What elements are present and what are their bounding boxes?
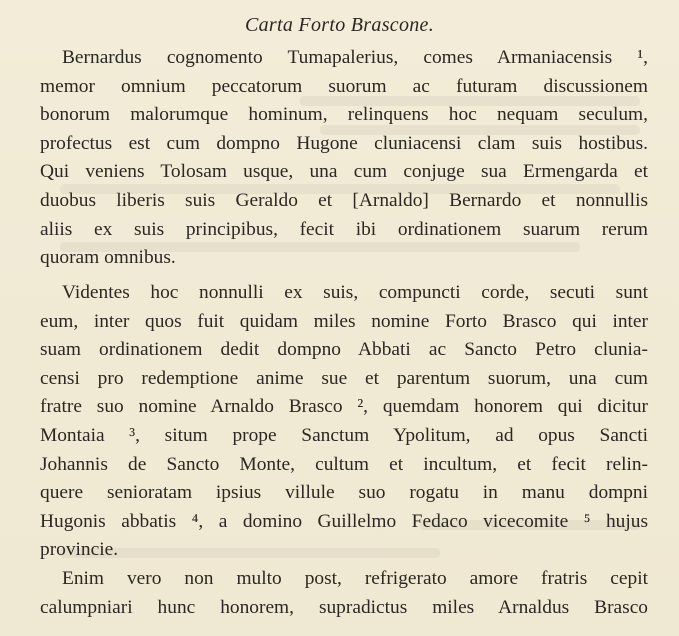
text-line: quere senioratam ipsius villule suo rogatu in manu dompni bbox=[40, 482, 648, 504]
text-line: fratre suo nomine Arnaldo Brasco ², quemdam honorem qui dicitur bbox=[40, 396, 648, 418]
paragraph-2 bbox=[40, 279, 648, 565]
text-line: Montaia ³, situm prope Sanctum Ypolitum, ad opus Sancti bbox=[40, 424, 648, 446]
text-line: eum, inter quos fuit quidam miles nomine Forto Brasco qui inter bbox=[40, 310, 648, 332]
text-line: bonorum malorumque hominum, relinquens hoc nequam seculum, bbox=[40, 104, 648, 126]
paragraph-1 bbox=[40, 44, 648, 273]
text-line: profectus est cum dompno Hugone cluniacensi clam suis hostibus. bbox=[40, 132, 648, 154]
text-line: suam ordinationem dedit dompno Abbati ac Sancto Petro clunia- bbox=[40, 339, 648, 361]
text-line: Enim vero non multo post, refrigerato amore fratris cepit bbox=[62, 568, 648, 589]
text-line: Videntes hoc nonnulli ex suis, compuncti corde, secuti sunt bbox=[62, 282, 648, 303]
text-line: provincie. bbox=[40, 539, 119, 561]
text-line: duobus liberis suis Geraldo et [Arnaldo] Bernardo et nonnullis bbox=[40, 189, 648, 211]
text-line: Johannis de Sancto Monte, cultum et incultum, et fecit relin- bbox=[40, 453, 648, 475]
paragraph-3 bbox=[40, 565, 648, 622]
text-line: Hugonis abbatis ⁴, a domino Guillelmo Fedaco vicecomite ⁵ hujus bbox=[40, 510, 648, 532]
text-line: Bernardus cognomento Tumapalerius, comes Armaniacensis ¹, bbox=[62, 47, 648, 68]
text-line: aliis ex suis principibus, fecit ibi ordinationem suarum rerum bbox=[40, 218, 648, 240]
text-line: quoram omnibus. bbox=[40, 247, 176, 269]
text-line: memor omnium peccatorum suorum ac futuram discussionem bbox=[40, 75, 648, 97]
text-line: Qui veniens Tolosam usque, una cum conjuge sua Ermengarda et bbox=[40, 161, 648, 183]
document-title: Carta Forto Brascone. bbox=[244, 14, 435, 36]
text-line: calumpniari hunc honorem, supradictus miles Arnaldus Brasco bbox=[40, 596, 648, 618]
text-line: censi pro redemptione anime sue et parentum suorum, una cum bbox=[40, 367, 648, 389]
